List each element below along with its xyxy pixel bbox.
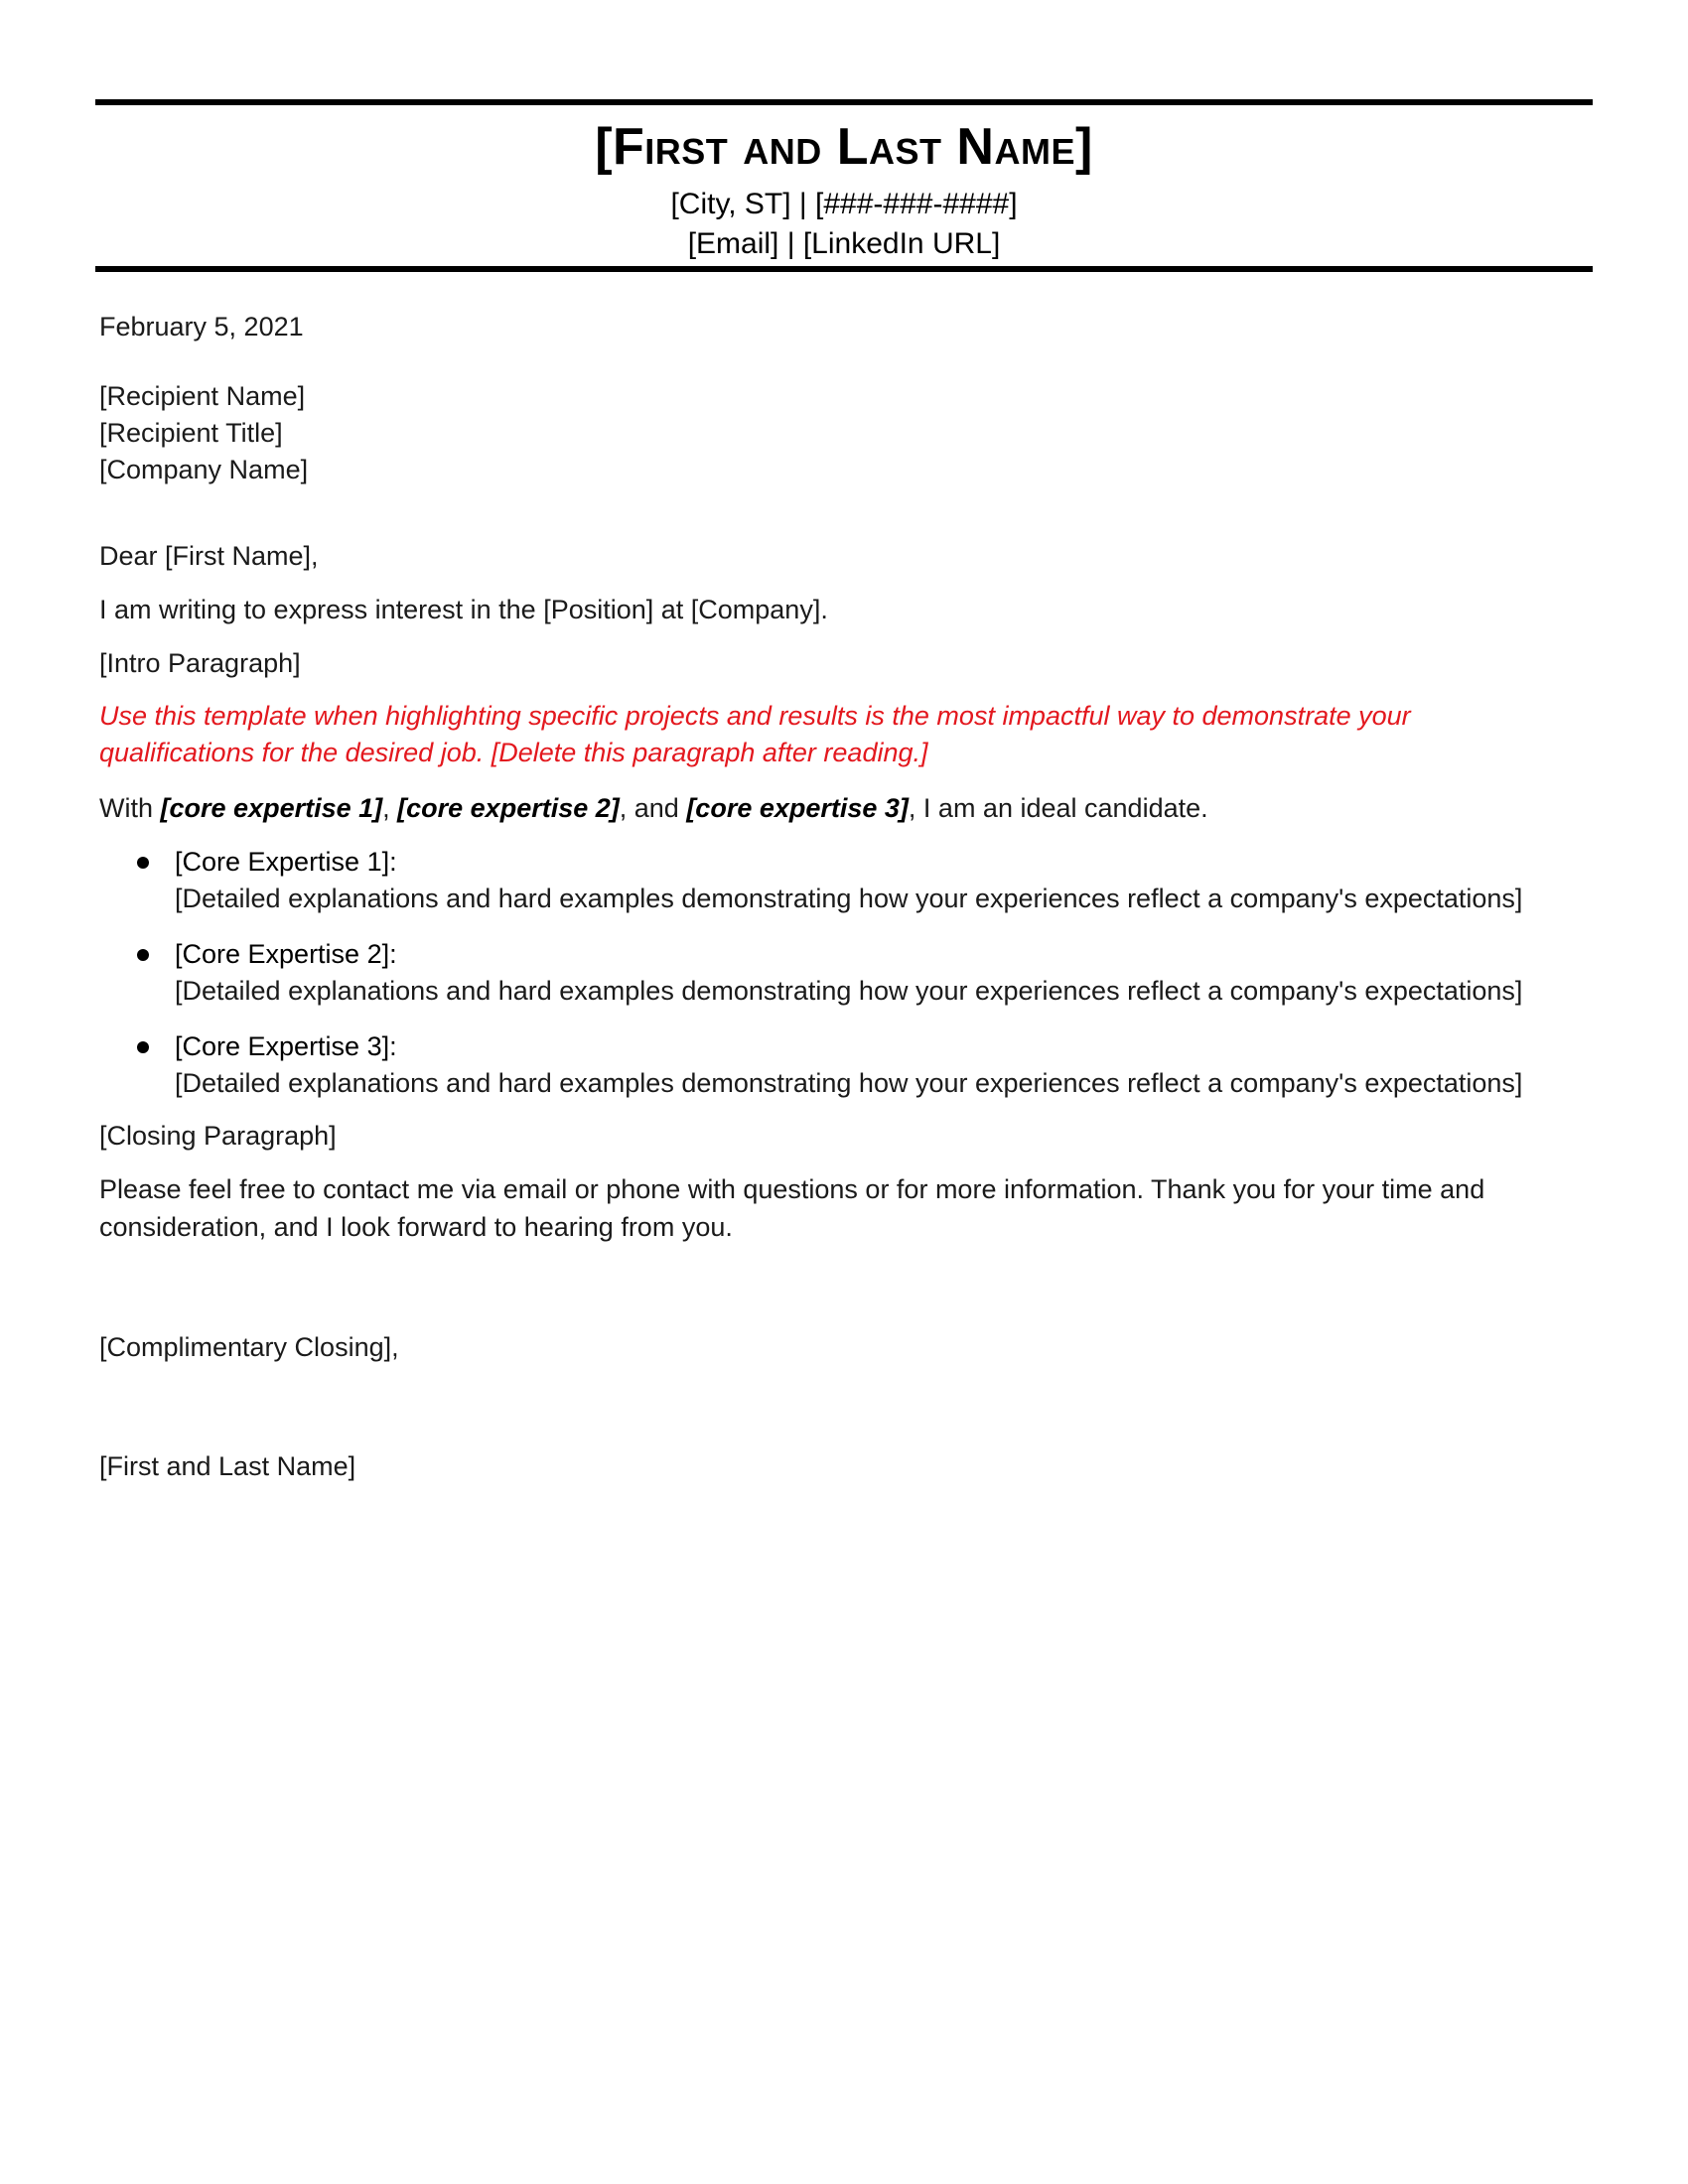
expertise-2-inline: [core expertise 2] (397, 793, 620, 823)
expertise-sep-1: , (382, 793, 398, 823)
thanks-paragraph: Please feel free to contact me via email or phone with questions or for more information. Thank you for your time and consideration, and I look forward to hearing from you. (99, 1174, 1485, 1242)
expertise-sep-2: , and (619, 793, 687, 823)
contact-city-phone: [City, ST] | [###-###-####] (670, 188, 1018, 220)
bullet-description: [Detailed explanations and hard examples demonstrating how your experiences reflect a company's expectations] (175, 1068, 1523, 1098)
signature-name: [First and Last Name] (99, 1451, 356, 1481)
bullet-heading: [Core Expertise 2]: (175, 939, 397, 969)
recipient-title: [Recipient Title] (99, 418, 283, 448)
bullet-icon (137, 949, 149, 961)
contact-email-linkedin: [Email] | [LinkedIn URL] (687, 227, 1001, 260)
letter-date: February 5, 2021 (99, 312, 304, 341)
intro-sentence: I am writing to express interest in the [Position] at [Company]. (99, 595, 828, 624)
bullet-description: [Detailed explanations and hard examples demonstrating how your experiences reflect a company's expectations] (175, 884, 1523, 913)
sender-name: [First and Last Name] (595, 118, 1093, 176)
header-bottom-rule (95, 266, 1593, 272)
bullet-icon (137, 857, 149, 869)
expertise-suffix: , I am an ideal candidate. (908, 793, 1208, 823)
recipient-block (99, 377, 1569, 487)
expertise-prefix: With (99, 793, 161, 823)
complimentary-closing: [Complimentary Closing], (99, 1332, 399, 1362)
list-item (99, 936, 1589, 1028)
salutation: Dear [First Name], (99, 541, 319, 571)
expertise-bullet-list (99, 844, 1589, 1121)
bullet-heading: [Core Expertise 1]: (175, 847, 397, 877)
expertise-summary (99, 789, 1569, 827)
recipient-company: [Company Name] (99, 455, 309, 484)
header-top-rule (95, 99, 1593, 105)
template-note: Use this template when highlighting specific projects and results is the most impactful way to demonstrate your qualifications for the desired job. [Delete this paragraph after reading.] (99, 701, 1411, 767)
recipient-name: [Recipient Name] (99, 381, 306, 411)
intro-paragraph: [Intro Paragraph] (99, 648, 301, 678)
list-item (99, 1028, 1589, 1121)
list-item (99, 844, 1589, 936)
expertise-3-inline: [core expertise 3] (686, 793, 909, 823)
closing-paragraph: [Closing Paragraph] (99, 1121, 337, 1151)
bullet-heading: [Core Expertise 3]: (175, 1031, 397, 1061)
bullet-description: [Detailed explanations and hard examples demonstrating how your experiences reflect a company's expectations] (175, 976, 1523, 1006)
bullet-icon (137, 1041, 149, 1053)
expertise-1-inline: [core expertise 1] (160, 793, 383, 823)
